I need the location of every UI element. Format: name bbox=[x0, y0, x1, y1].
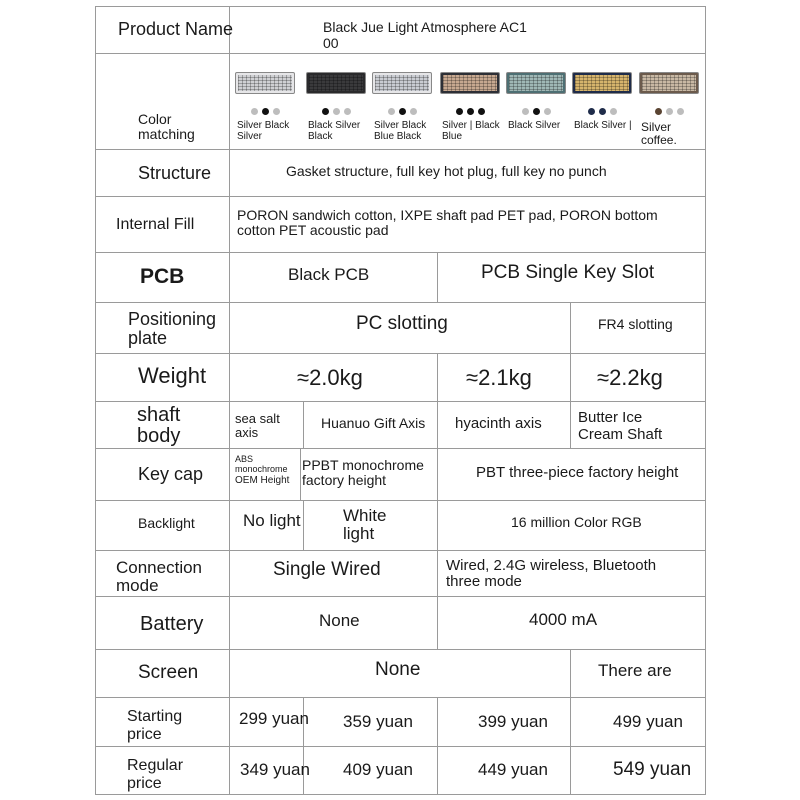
internal-fill-value: PORON sandwich cotton, IXPE shaft pad PET pad, PORON bottom cotton PET acoustic pad bbox=[237, 207, 658, 239]
pcb-label: PCB bbox=[140, 265, 185, 288]
keycap-grid bbox=[309, 75, 363, 91]
screen-label: Screen bbox=[138, 662, 199, 683]
color-matching-label: Color matching bbox=[138, 111, 195, 143]
row-divider bbox=[95, 500, 706, 501]
screen-none: None bbox=[375, 659, 421, 680]
column-divider bbox=[437, 401, 438, 448]
product-name-value: Black Jue Light Atmosphere AC1 00 bbox=[323, 19, 527, 52]
regular-price-label: Regular price bbox=[127, 757, 184, 792]
color-variant-name: Black Silver | bbox=[574, 120, 632, 131]
column-divider bbox=[437, 448, 438, 500]
key-cap-label: Key cap bbox=[138, 464, 204, 484]
column-divider bbox=[437, 500, 438, 550]
color-swatch-dot bbox=[456, 108, 463, 115]
pcb-slot: PCB Single Key Slot bbox=[481, 262, 655, 283]
column-divider bbox=[437, 596, 438, 649]
color-swatch-dot bbox=[251, 108, 258, 115]
row-divider bbox=[95, 252, 706, 253]
regular-price-value: 409 yuan bbox=[343, 760, 413, 779]
row-divider bbox=[95, 550, 706, 551]
row-divider bbox=[95, 149, 706, 150]
keyboard-thumbnail bbox=[572, 72, 632, 94]
keycap-grid bbox=[575, 75, 629, 91]
column-divider bbox=[570, 649, 571, 697]
pcb-black: Black PCB bbox=[288, 265, 370, 284]
keycap-grid bbox=[375, 75, 429, 91]
column-divider bbox=[437, 550, 438, 596]
plate-fr4: FR4 slotting bbox=[598, 316, 673, 332]
color-swatch-dot bbox=[467, 108, 474, 115]
starting-price-label: Starting price bbox=[127, 708, 183, 743]
color-swatch-dot bbox=[677, 108, 684, 115]
connection-mode-label: Connection mode bbox=[116, 558, 203, 595]
color-swatch-dot bbox=[544, 108, 551, 115]
color-swatch-dot bbox=[399, 108, 406, 115]
battery-none: None bbox=[319, 611, 360, 630]
color-swatch-dot bbox=[599, 108, 606, 115]
backlight-white: White light bbox=[343, 506, 387, 543]
battery-capacity: 4000 mA bbox=[529, 610, 598, 629]
row-divider bbox=[95, 353, 706, 354]
starting-price-value: 359 yuan bbox=[343, 712, 413, 731]
keyboard-thumbnail bbox=[506, 72, 566, 94]
regular-price-value: 549 yuan bbox=[613, 759, 692, 780]
keyboard-thumbnail bbox=[306, 72, 366, 94]
keycap-oem: OEM Height bbox=[235, 475, 290, 486]
color-variant-name: Silver Black Silver bbox=[237, 120, 290, 142]
keycap-grid bbox=[238, 75, 292, 91]
regular-price-value: 449 yuan bbox=[478, 760, 548, 779]
backlight-rgb: 16 million Color RGB bbox=[511, 514, 642, 530]
row-divider bbox=[95, 448, 706, 449]
color-swatch-dot bbox=[522, 108, 529, 115]
weight-label: Weight bbox=[138, 363, 207, 388]
keycap-grid bbox=[509, 75, 563, 91]
color-variant-name: Black Silver bbox=[508, 120, 561, 131]
keycap-abs: ABS monochrome bbox=[235, 454, 288, 475]
column-divider bbox=[437, 353, 438, 401]
backlight-label: Backlight bbox=[138, 515, 195, 531]
color-swatch-dot bbox=[344, 108, 351, 115]
column-divider bbox=[570, 302, 571, 353]
screen-yes: There are bbox=[598, 661, 672, 680]
plate-pc: PC slotting bbox=[356, 313, 448, 334]
battery-label: Battery bbox=[140, 613, 204, 635]
color-swatch-dot bbox=[666, 108, 673, 115]
color-swatch-dot bbox=[322, 108, 329, 115]
keyboard-thumbnail bbox=[440, 72, 500, 94]
weight-value: ≈2.1kg bbox=[466, 365, 532, 390]
keycap-pbt: PBT three-piece factory height bbox=[476, 464, 679, 481]
color-swatch-dot bbox=[273, 108, 280, 115]
connection-tri-mode: Wired, 2.4G wireless, Bluetooth three mode bbox=[446, 557, 657, 590]
positioning-plate-label: Positioning plate bbox=[128, 309, 217, 348]
internal-fill-label: Internal Fill bbox=[116, 216, 195, 233]
column-divider bbox=[437, 697, 438, 795]
column-divider bbox=[570, 401, 571, 448]
column-divider bbox=[570, 697, 571, 795]
column-divider bbox=[303, 500, 304, 550]
column-divider bbox=[570, 353, 571, 401]
shaft-value: sea salt axis bbox=[235, 411, 280, 441]
color-variant-name: Black Silver Black bbox=[308, 120, 361, 142]
shaft-value: hyacinth axis bbox=[455, 415, 542, 432]
column-divider bbox=[437, 252, 438, 302]
color-swatch-dot bbox=[410, 108, 417, 115]
keycap-grid bbox=[642, 75, 696, 91]
shaft-value: Butter Ice Cream Shaft bbox=[578, 409, 663, 443]
row-divider bbox=[95, 746, 706, 747]
color-swatch-dot bbox=[655, 108, 662, 115]
row-divider bbox=[95, 697, 706, 698]
column-divider bbox=[229, 6, 230, 795]
keyboard-thumbnail bbox=[235, 72, 295, 94]
row-divider bbox=[95, 302, 706, 303]
color-swatch-dot bbox=[533, 108, 540, 115]
regular-price-value: 349 yuan bbox=[240, 760, 310, 779]
starting-price-value: 499 yuan bbox=[613, 712, 683, 731]
color-variant-name: Silver Black Blue Black bbox=[374, 120, 427, 142]
row-divider bbox=[95, 596, 706, 597]
backlight-none: No light bbox=[243, 511, 301, 530]
color-swatch-dot bbox=[478, 108, 485, 115]
row-divider bbox=[95, 649, 706, 650]
keyboard-thumbnail bbox=[639, 72, 699, 94]
weight-value: ≈2.0kg bbox=[297, 365, 363, 390]
color-swatch-dot bbox=[262, 108, 269, 115]
row-divider bbox=[95, 401, 706, 402]
row-divider bbox=[95, 53, 706, 54]
keycap-grid bbox=[443, 75, 497, 91]
weight-value: ≈2.2kg bbox=[597, 365, 663, 390]
keyboard-thumbnail bbox=[372, 72, 432, 94]
structure-label: Structure bbox=[138, 163, 212, 183]
color-swatch-dot bbox=[588, 108, 595, 115]
product-name-label: Product Name bbox=[118, 19, 234, 39]
color-swatch-dot bbox=[388, 108, 395, 115]
connection-wired: Single Wired bbox=[273, 559, 381, 580]
color-variant-name: Silver | Black Blue bbox=[442, 120, 500, 142]
column-divider bbox=[300, 448, 301, 500]
color-swatch-dot bbox=[333, 108, 340, 115]
color-swatch-dot bbox=[610, 108, 617, 115]
color-variant-name: Silver coffee. bbox=[641, 120, 677, 147]
starting-price-value: 399 yuan bbox=[478, 712, 548, 731]
column-divider bbox=[303, 401, 304, 448]
row-divider bbox=[95, 196, 706, 197]
shaft-body-label: shaft body bbox=[137, 404, 181, 447]
shaft-value: Huanuo Gift Axis bbox=[321, 415, 426, 431]
keycap-ppbt: PPBT monochrome factory height bbox=[302, 457, 424, 488]
starting-price-value: 299 yuan bbox=[239, 709, 309, 728]
structure-value: Gasket structure, full key hot plug, full key no punch bbox=[286, 163, 607, 179]
